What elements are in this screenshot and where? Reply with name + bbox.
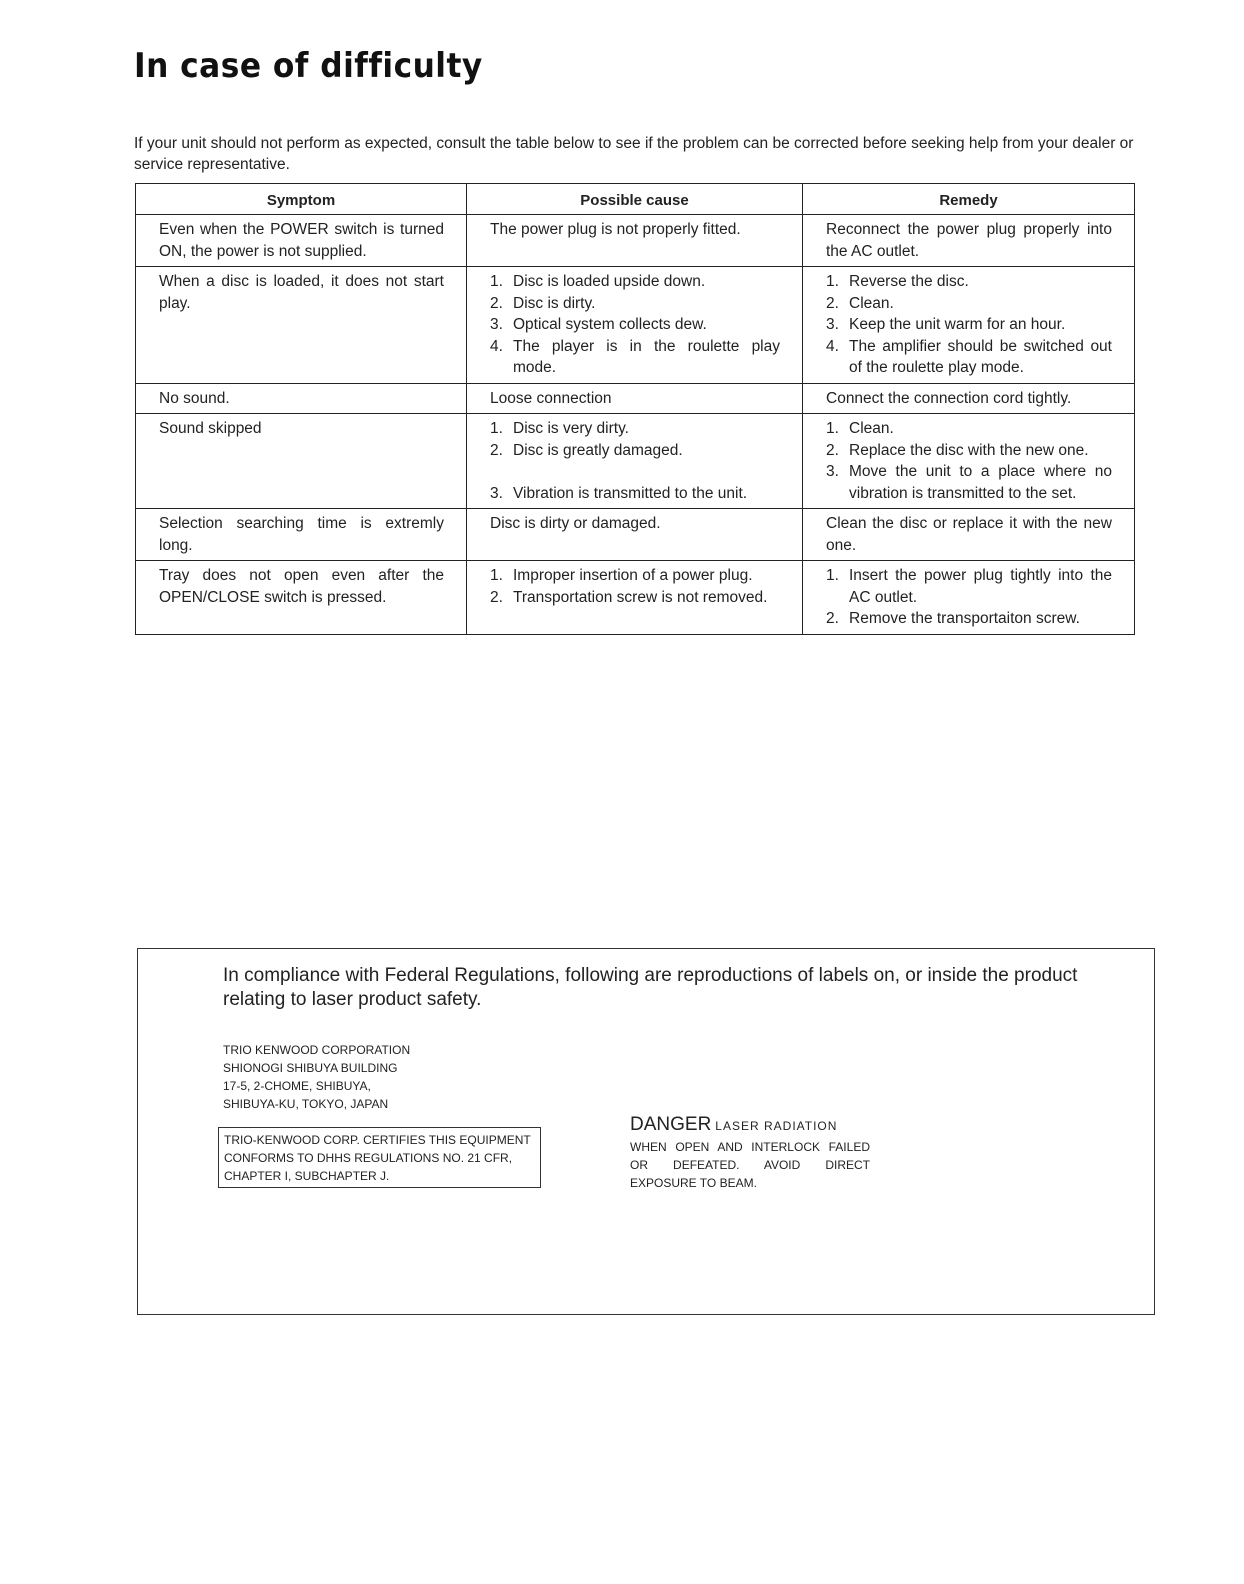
remedy-cell: [803, 267, 1135, 384]
item-number: 2.: [826, 610, 839, 627]
danger-heading-row: [630, 1113, 870, 1138]
danger-line: EXPOSURE TO BEAM.: [630, 1176, 757, 1190]
item-text: Replace the disc with the new one.: [849, 441, 1089, 459]
remedy-list: [826, 565, 1112, 630]
item-text: Insert the power plug tightly into the AC outlet.: [849, 567, 1112, 606]
cause-cell: [467, 561, 803, 635]
cause-cell: [467, 414, 803, 509]
certification-line: TRIO-KENWOOD CORP. CERTIFIES THIS EQUIPMENT: [224, 1133, 531, 1147]
item-number: 1.: [490, 567, 503, 584]
address-line: TRIO KENWOOD CORPORATION: [223, 1043, 411, 1057]
item-number: 2.: [490, 441, 503, 459]
item-text: Vibration is transmitted to the unit.: [513, 484, 748, 502]
item-text: Disc is loaded upside down.: [513, 273, 706, 290]
remedy-cell: Reconnect the power plug properly into the AC outlet.: [803, 215, 1135, 267]
list-item: [826, 608, 1112, 630]
remedy-cell: Clean the disc or replace it with the new one.: [803, 509, 1135, 561]
list-item: [826, 293, 1112, 315]
list-item: [490, 565, 780, 587]
item-number: 2.: [490, 588, 503, 606]
certification-label: [218, 1127, 541, 1188]
danger-label: [630, 1113, 870, 1192]
item-text: The player is in the roulette play mode.: [513, 337, 780, 376]
danger-heading: DANGER: [630, 1114, 712, 1135]
item-text: Disc is dirty.: [513, 294, 596, 312]
intro-paragraph: If your unit should not perform as expected, consult the table below to see if the problem can be corrected before seeking help from your dealer or service representative.: [134, 135, 1134, 173]
list-item: [826, 314, 1112, 336]
remedy-cell: Connect the connection cord tightly.: [803, 383, 1135, 414]
item-text: Reverse the disc.: [849, 273, 969, 290]
remedy-list: [826, 271, 1112, 379]
item-number: 1.: [490, 273, 503, 290]
symptom-cell: Even when the POWER switch is turned ON, the power is not supplied.: [136, 215, 467, 267]
list-item: [490, 440, 780, 462]
item-number: 1.: [826, 273, 839, 290]
item-text: The amplifier should be switched out of the roulette play mode.: [849, 337, 1112, 376]
item-number: 2.: [490, 294, 503, 312]
cause-cell: Loose connection: [467, 383, 803, 414]
certification-line: CONFORMS TO DHHS REGULATIONS NO. 21 CFR,: [224, 1151, 513, 1165]
danger-line: WHEN OPEN AND INTERLOCK FAILED: [630, 1140, 870, 1154]
item-number: 4.: [490, 337, 503, 355]
item-number: 3.: [490, 316, 503, 333]
manufacturer-address: [223, 1041, 410, 1113]
item-text: Keep the unit warm for an hour.: [849, 316, 1066, 333]
remedy-cell: [803, 561, 1135, 635]
table-header-row: [136, 184, 1135, 215]
list-item: [826, 271, 1112, 293]
list-item: [490, 418, 780, 440]
list-item: [826, 461, 1112, 504]
list-item: [490, 336, 780, 379]
certification-line: CHAPTER I, SUBCHAPTER J.: [224, 1169, 390, 1183]
address-line: SHIONOGI SHIBUYA BUILDING: [223, 1061, 398, 1075]
item-number: 3.: [490, 484, 503, 502]
symptom-cell: When a disc is loaded, it does not start play.: [136, 267, 467, 384]
cause-list: [490, 271, 780, 379]
item-number: 3.: [826, 316, 839, 333]
address-line: 17-5, 2-CHOME, SHIBUYA,: [223, 1079, 371, 1093]
list-item: [826, 440, 1112, 462]
list-item: [826, 336, 1112, 379]
remedy-cell: [803, 414, 1135, 509]
list-item: [490, 314, 780, 336]
table-row: [136, 215, 1135, 267]
item-text: Disc is very dirty.: [513, 420, 629, 437]
compliance-text: In compliance with Federal Regulations, following are reproductions of labels on, or inside the product relating to laser product safety.: [223, 965, 1078, 1010]
list-item: [490, 293, 780, 315]
cause-cell: The power plug is not properly fitted.: [467, 215, 803, 267]
cause-list: [490, 418, 780, 504]
list-item: [826, 565, 1112, 608]
table-row: [136, 383, 1135, 414]
list-item: [826, 418, 1112, 440]
item-text: Move the unit to a place where no vibration is transmitted to the set.: [849, 463, 1112, 502]
cause-list: [490, 565, 780, 608]
list-item: [490, 271, 780, 293]
item-text: Clean.: [849, 420, 894, 437]
page-title: In case of difficulty: [134, 46, 483, 86]
laser-safety-notice: [137, 948, 1155, 1315]
cause-cell: Disc is dirty or damaged.: [467, 509, 803, 561]
danger-line: OR DEFEATED. AVOID DIRECT: [630, 1158, 870, 1172]
item-number: 2.: [826, 294, 839, 312]
item-number: 2.: [826, 441, 839, 459]
item-text: Optical system collects dew.: [513, 316, 707, 333]
item-number: 1.: [490, 420, 503, 437]
header-symptom: Symptom: [136, 184, 467, 215]
symptom-cell: Sound skipped: [136, 414, 467, 509]
table-row: [136, 509, 1135, 561]
table-row: [136, 561, 1135, 635]
item-text: Clean.: [849, 294, 894, 312]
danger-subheading: LASER RADIATION: [715, 1119, 838, 1133]
item-text: Disc is greatly damaged.: [513, 441, 683, 459]
item-number: 3.: [826, 463, 839, 480]
address-line: SHIBUYA-KU, TOKYO, JAPAN: [223, 1097, 389, 1111]
header-possible-cause: Possible cause: [467, 184, 803, 215]
table-row: [136, 414, 1135, 509]
item-text: Transportation screw is not removed.: [513, 588, 768, 606]
troubleshooting-table: [135, 183, 1135, 635]
item-text: Remove the transportaiton screw.: [849, 610, 1080, 627]
list-item: [490, 587, 780, 609]
table-row: [136, 267, 1135, 384]
header-remedy: Remedy: [803, 184, 1135, 215]
symptom-cell: Tray does not open even after the OPEN/CLOSE switch is pressed.: [136, 561, 467, 635]
symptom-cell: Selection searching time is extremly long.: [136, 509, 467, 561]
cause-cell: [467, 267, 803, 384]
item-number: 4.: [826, 337, 839, 355]
symptom-cell: No sound.: [136, 383, 467, 414]
remedy-list: [826, 418, 1112, 504]
item-number: 1.: [826, 567, 839, 584]
item-text: Improper insertion of a power plug.: [513, 567, 753, 584]
item-number: 1.: [826, 420, 839, 437]
list-item: [490, 483, 780, 505]
